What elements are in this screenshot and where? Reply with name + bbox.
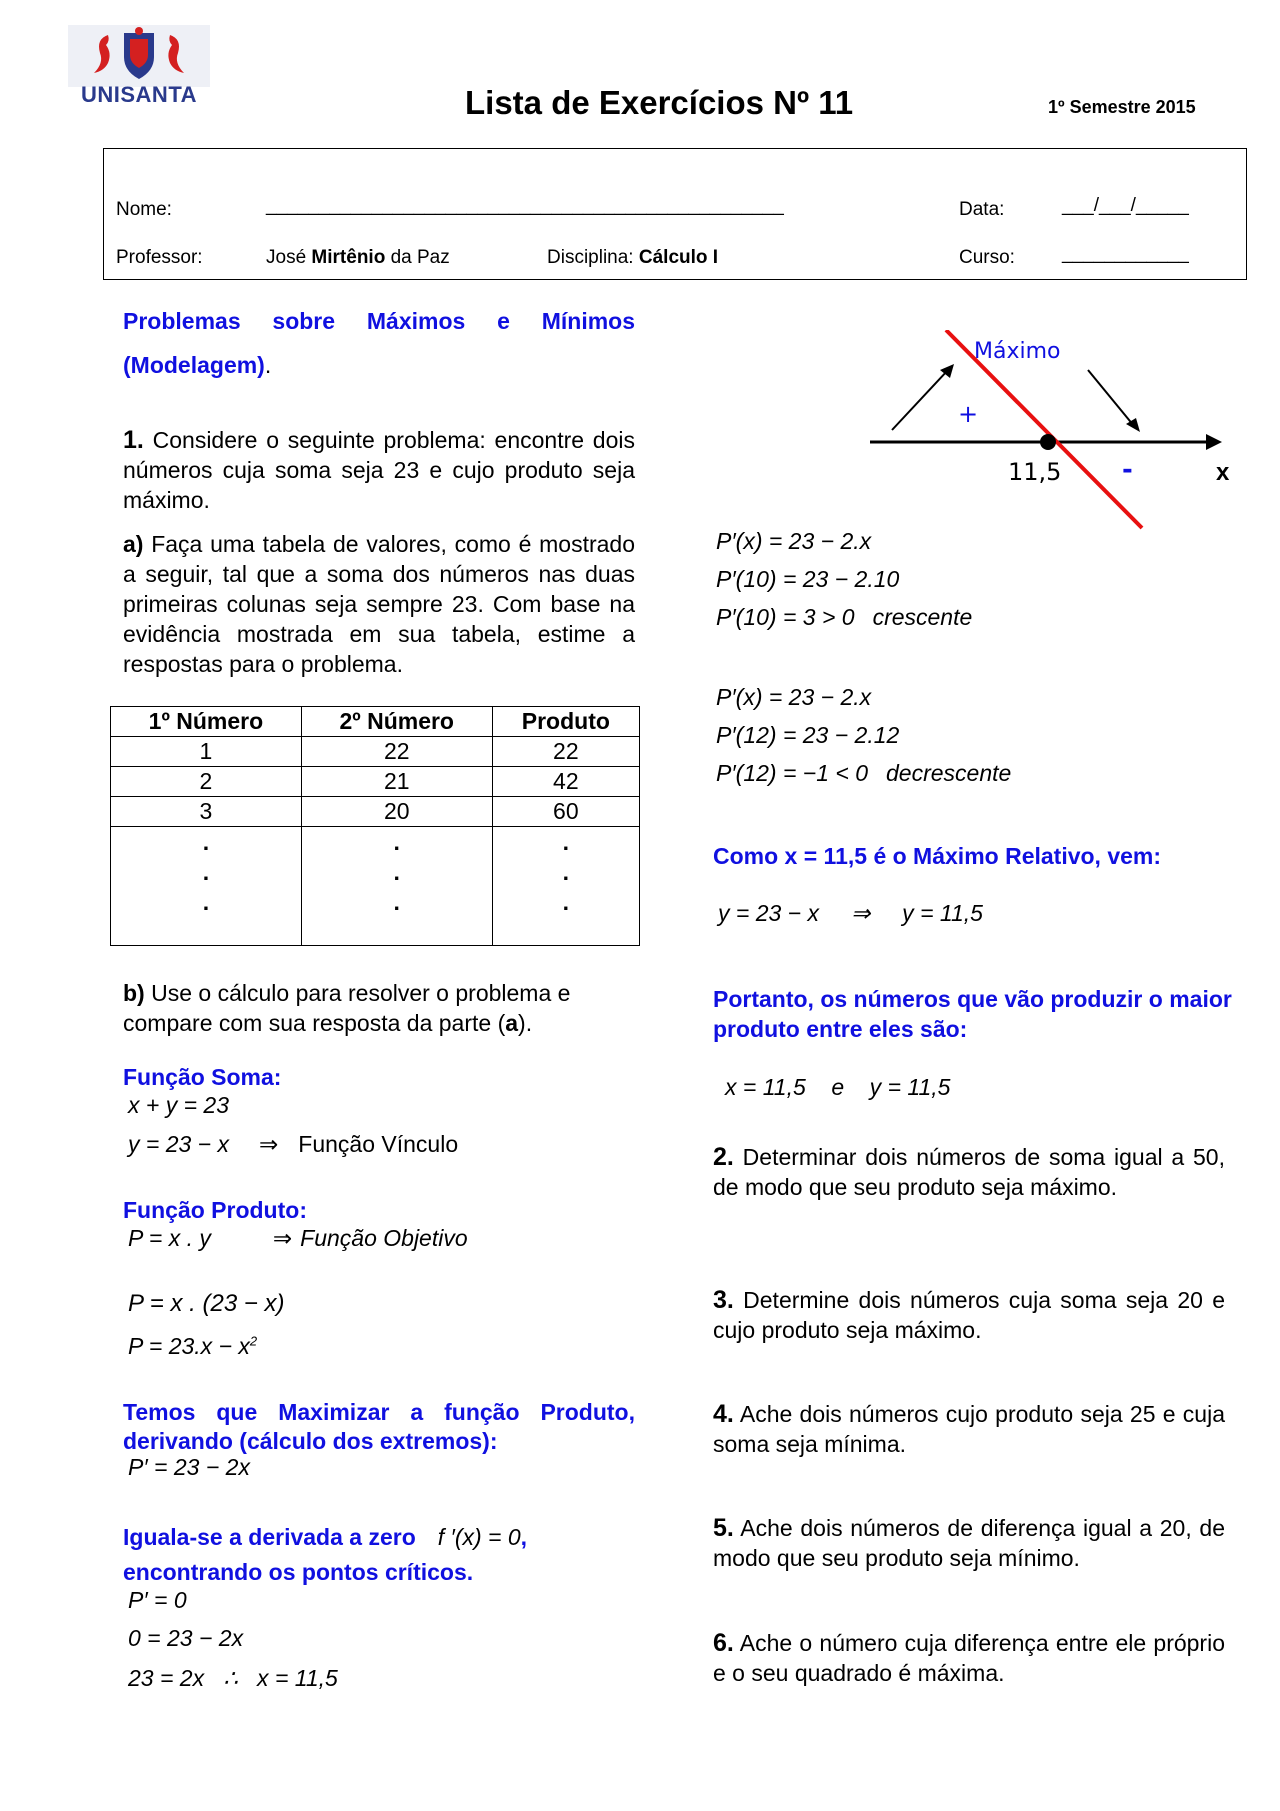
table-cell: 20 (301, 797, 492, 827)
max-point (1040, 434, 1056, 450)
name-label: Nome: (116, 199, 172, 220)
test-block-2: P′(x) = 23 − 2.x P′(12) = 23 − 2.12 P′(12) = −1 < 0 decrescente (716, 684, 1012, 786)
critical-eq1: P′ = 0 (128, 1587, 187, 1613)
table-dots: . . . (492, 827, 639, 946)
date-label: Data: (959, 199, 1005, 220)
prod-eq3: $P = 23.x - x^2$ (128, 1333, 258, 1359)
plus-sign: + (958, 400, 979, 428)
como-eq: y = 23 − x ⇒ y = 11,5 (718, 900, 983, 926)
test-block-1: P′(x) = 23 − 2.x P′(10) = 23 − 2.10 P′(10) = 3 > 0 crescente (716, 528, 973, 630)
maximizar-title: Temos que Maximizar a função Produto, derivando (cálculo dos extremos): (123, 1399, 635, 1454)
problem-1: 1. Considere o seguinte problema: encontre dois números cuja soma seja 23 e cujo produto seja máximo. (123, 426, 635, 513)
point-label: 11,5 (1008, 458, 1062, 486)
problem-6: 6. Ache o número cuja diferença entre ele próprio e o seu quadrado é máxima. (713, 1629, 1225, 1686)
produto-title: Função Produto: (123, 1197, 307, 1223)
logo-emblem-icon (68, 25, 210, 87)
table-cell: 22 (492, 737, 639, 767)
discipline: Disciplina: Cálculo I (547, 247, 719, 268)
table-cell: 2 (111, 767, 302, 797)
table-cell: 22 (301, 737, 492, 767)
course-label: Curso: (959, 247, 1015, 268)
table-cell: 1 (111, 737, 302, 767)
arrow-up-icon (892, 370, 948, 430)
table-cell: 60 (492, 797, 639, 827)
table-header: 1º Número (111, 707, 302, 737)
page-title: Lista de Exercícios Nº 11 (465, 84, 854, 121)
table-row (111, 737, 640, 767)
portanto-title: Portanto, os números que vão produzir o maior produto entre eles são: (713, 986, 1232, 1042)
table-header: Produto (492, 707, 639, 737)
table-cell: 42 (492, 767, 639, 797)
course-line: ____________ (1062, 243, 1189, 264)
minus-sign: - (1122, 455, 1133, 485)
logo-text: UNISANTA (80, 82, 198, 107)
table-cell: 3 (111, 797, 302, 827)
soma-eq2-row: y = 23 − x ⇒ Função Vínculo (128, 1131, 459, 1157)
section-subtitle: (Modelagem). (123, 352, 272, 378)
table-dots: . . . (301, 827, 492, 946)
max-label: Máximo (974, 339, 1061, 364)
axis-label: x (1216, 459, 1230, 486)
table-dots: . . . (111, 827, 302, 946)
derivative-eq: P′ = 23 − 2x (128, 1454, 250, 1480)
table-header: 2º Número (301, 707, 492, 737)
prod-eq2: P = x . (23 − x) (128, 1290, 285, 1317)
problem-1a: a) Faça uma tabela de valores, como é mostrado a seguir, tal que a soma dos números nas duas primeiras colunas seja sempre 23. Com base na evidência mostrada em sua tabela, estime a respostas para o problema. (123, 531, 635, 677)
iguala-title-2: encontrando os pontos críticos. (123, 1559, 474, 1585)
problem-3: 3. Determine dois números cuja soma seja 20 e cujo produto seja máximo. (713, 1286, 1225, 1343)
portanto-eq: x = 11,5 e y = 11,5 (725, 1074, 951, 1100)
arrow-down-icon (1088, 370, 1134, 426)
critical-eq3: 23 = 2x ∴ x = 11,5 (128, 1665, 338, 1691)
info-box (103, 148, 1247, 280)
table-header-row (111, 707, 640, 737)
table-dots-row (111, 827, 640, 946)
table-cell: 21 (301, 767, 492, 797)
como-title: Como x = 11,5 é o Máximo Relativo, vem: (713, 843, 1162, 869)
table-row (111, 797, 640, 827)
professor-label: Professor: (116, 247, 203, 268)
values-table (110, 706, 640, 946)
prod-eq1-row: P = x . y ⇒ Função Objetivo (128, 1225, 468, 1251)
critical-eq2: 0 = 23 − 2x (128, 1625, 244, 1651)
problem-4: 4. Ache dois números cujo produto seja 25 e cuja soma seja mínima. (713, 1400, 1225, 1457)
axis-arrow-icon (1206, 434, 1222, 450)
section-title: Problemas sobre Máximos e Mínimos (123, 308, 635, 334)
iguala-row: Iguala-se a derivada a zero f ′(x) = 0, (123, 1524, 528, 1550)
semester: 1º Semestre 2015 (1048, 97, 1196, 117)
sign-diagram (860, 330, 1260, 540)
professor-name: José Mirtênio da Paz (266, 247, 450, 268)
name-line: _________________________________________________ (266, 195, 784, 216)
table-row (111, 767, 640, 797)
problem-2: 2. Determinar dois números de soma igual a 50, de modo que seu produto seja máximo. (713, 1143, 1225, 1200)
date-line: ___/___/_____ (1062, 195, 1189, 216)
problem-5: 5. Ache dois números de diferença igual a 20, de modo que seu produto seja mínimo. (713, 1514, 1225, 1571)
problem-1b: b) Use o cálculo para resolver o problema e compare com sua resposta da parte (a). (123, 980, 571, 1036)
soma-eq1: x + y = 23 (128, 1092, 230, 1118)
soma-title: Função Soma: (123, 1064, 282, 1090)
